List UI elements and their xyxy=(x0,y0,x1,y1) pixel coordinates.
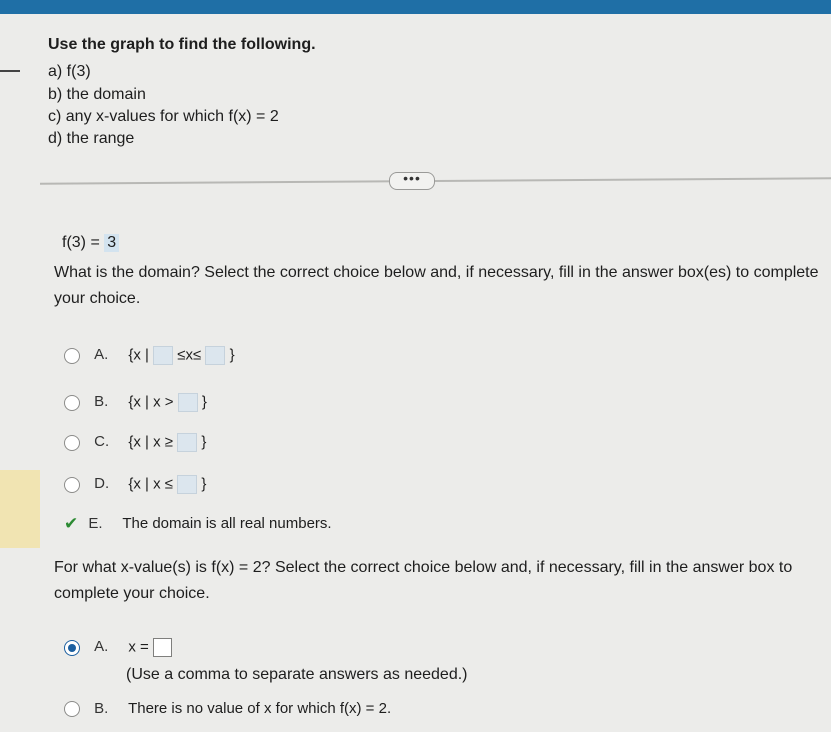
left-marker xyxy=(0,70,20,72)
question-title: Use the graph to find the following. xyxy=(48,36,316,53)
radio-button[interactable] xyxy=(64,395,80,411)
domain-choice-d[interactable] xyxy=(64,475,206,497)
choice-text-pre: {x | x > xyxy=(128,393,174,411)
radio-button-selected[interactable] xyxy=(64,640,80,656)
radio-button[interactable] xyxy=(64,435,80,451)
choice-text-pre: {x | x ≥ xyxy=(128,433,173,451)
choice-label: C. xyxy=(94,433,110,451)
choice-text-pre: {x | xyxy=(128,346,149,364)
choice-text-post: } xyxy=(201,475,207,493)
choice-text-pre: {x | x ≤ xyxy=(128,475,173,493)
choice-label: D. xyxy=(94,475,110,493)
question-item-d: d) the range xyxy=(48,130,135,147)
correct-highlight xyxy=(0,470,40,548)
question-item-b: b) the domain xyxy=(48,86,146,103)
part-a-answer xyxy=(62,234,119,252)
question-item-c: c) any x-values for which f(x) = 2 xyxy=(48,108,279,125)
answer-box-lower[interactable] xyxy=(153,346,173,365)
radio-button[interactable] xyxy=(64,701,80,717)
fx2-choice-b[interactable] xyxy=(64,700,391,722)
choice-text-post: } xyxy=(201,433,207,451)
question-item-a: a) f(3) xyxy=(48,63,91,80)
choice-label: B. xyxy=(94,393,109,411)
choice-label: E. xyxy=(88,514,103,532)
choice-text: There is no value of x for which f(x) = 2. xyxy=(128,700,392,717)
domain-prompt: What is the domain? Select the correct choice below and, if necessary, fill in the answer box(es) to complete your choice. xyxy=(54,264,819,307)
domain-choice-e[interactable] xyxy=(64,514,332,536)
answer-box[interactable] xyxy=(178,393,198,412)
choice-text-mid: ≤x≤ xyxy=(177,346,202,364)
radio-button[interactable] xyxy=(64,348,80,364)
choice-label: A. xyxy=(94,346,109,364)
choice-text-pre: x = xyxy=(128,638,149,656)
checkmark-icon: ✔ xyxy=(64,514,79,533)
top-bar xyxy=(0,0,831,14)
domain-choice-b[interactable] xyxy=(64,393,207,415)
radio-button[interactable] xyxy=(64,477,80,493)
answer-box-upper[interactable] xyxy=(205,346,225,365)
choice-text: The domain is all real numbers. xyxy=(122,514,332,532)
fx2-choice-a[interactable] xyxy=(64,638,172,660)
fx2-hint: (Use a comma to separate answers as needed.) xyxy=(126,666,468,683)
domain-choice-c[interactable] xyxy=(64,433,206,455)
part-a-label: f(3) = xyxy=(62,234,100,251)
domain-choice-a[interactable] xyxy=(64,346,235,368)
more-options-button[interactable]: ••• xyxy=(389,172,435,190)
choice-label: A. xyxy=(94,638,109,656)
fx2-prompt: For what x-value(s) is f(x) = 2? Select the correct choice below and, if necessary, fill in the answer box to complete your choice. xyxy=(54,559,793,602)
answer-box[interactable] xyxy=(177,475,197,494)
choice-text-post: } xyxy=(229,346,235,364)
part-a-answer-box[interactable]: 3 xyxy=(104,234,119,252)
x-answer-box[interactable] xyxy=(153,638,172,657)
choice-label: B. xyxy=(94,700,109,717)
choice-text-post: } xyxy=(201,393,207,411)
answer-box[interactable] xyxy=(177,433,197,452)
